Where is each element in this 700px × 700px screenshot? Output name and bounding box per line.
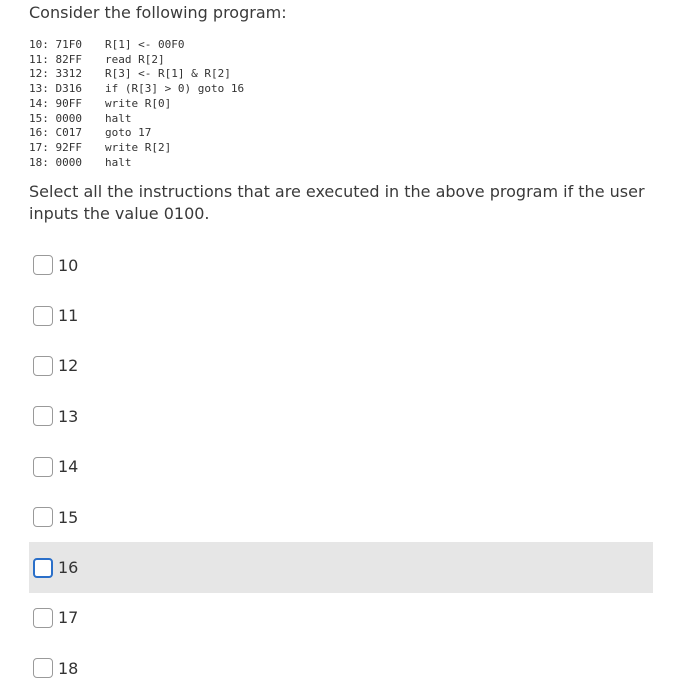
code-line xyxy=(29,97,244,112)
option-checkbox[interactable] xyxy=(33,306,53,326)
option-checkbox[interactable] xyxy=(33,356,53,376)
option-14[interactable] xyxy=(29,442,653,492)
option-10[interactable] xyxy=(29,240,653,290)
code-line xyxy=(29,38,244,53)
code-address: 17: 92FF xyxy=(29,140,82,154)
option-label: 15 xyxy=(58,507,79,527)
option-checkbox[interactable] xyxy=(33,457,53,477)
code-line xyxy=(29,112,244,127)
code-instruction: if (R[3] > 0) goto 16 xyxy=(105,82,245,96)
code-instruction: read R[2] xyxy=(105,52,165,66)
code-line xyxy=(29,126,244,141)
code-instruction: R[1] <- 00F0 xyxy=(105,38,185,51)
code-address: 11: 82FF xyxy=(29,52,82,66)
option-17[interactable] xyxy=(29,593,653,643)
option-checkbox[interactable] xyxy=(33,608,53,628)
code-instruction: goto 17 xyxy=(105,126,152,140)
code-address: 12: 3312 xyxy=(29,67,82,81)
option-12[interactable] xyxy=(29,341,653,391)
code-line xyxy=(29,82,244,97)
option-label: 18 xyxy=(58,658,79,678)
option-13[interactable] xyxy=(29,391,653,441)
code-instruction: write R[2] xyxy=(105,140,172,154)
option-checkbox[interactable] xyxy=(33,558,53,578)
option-label: 13 xyxy=(58,406,79,426)
code-line xyxy=(29,67,244,82)
code-instruction: write R[0] xyxy=(105,96,172,110)
option-18[interactable] xyxy=(29,643,653,693)
option-label: 17 xyxy=(58,608,79,628)
code-address: 14: 90FF xyxy=(29,96,82,110)
option-checkbox[interactable] xyxy=(33,507,53,527)
option-label: 16 xyxy=(58,558,79,578)
code-address: 15: 0000 xyxy=(29,111,82,125)
option-checkbox[interactable] xyxy=(33,406,53,426)
code-line xyxy=(29,53,244,68)
option-label: 14 xyxy=(58,457,79,477)
question-text: Select all the instructions that are executed in the above program if the user inputs the value 0100. xyxy=(29,182,645,223)
code-instruction: halt xyxy=(105,111,132,125)
option-label: 12 xyxy=(58,356,79,376)
option-label: 11 xyxy=(58,306,79,326)
option-checkbox[interactable] xyxy=(33,658,53,678)
program-listing xyxy=(29,38,244,170)
code-address: 10: 71F0 xyxy=(29,38,82,51)
option-16[interactable] xyxy=(29,542,653,592)
option-15[interactable] xyxy=(29,492,653,542)
code-line xyxy=(29,156,244,171)
code-instruction: halt xyxy=(105,155,132,169)
answer-options xyxy=(29,240,653,694)
intro-text: Consider the following program: xyxy=(29,3,287,22)
code-instruction: R[3] <- R[1] & R[2] xyxy=(105,67,231,81)
code-address: 13: D316 xyxy=(29,82,82,96)
code-address: 16: C017 xyxy=(29,126,82,140)
option-11[interactable] xyxy=(29,290,653,340)
code-address: 18: 0000 xyxy=(29,155,82,169)
option-label: 10 xyxy=(58,255,79,275)
code-line xyxy=(29,141,244,156)
option-checkbox[interactable] xyxy=(33,255,53,275)
